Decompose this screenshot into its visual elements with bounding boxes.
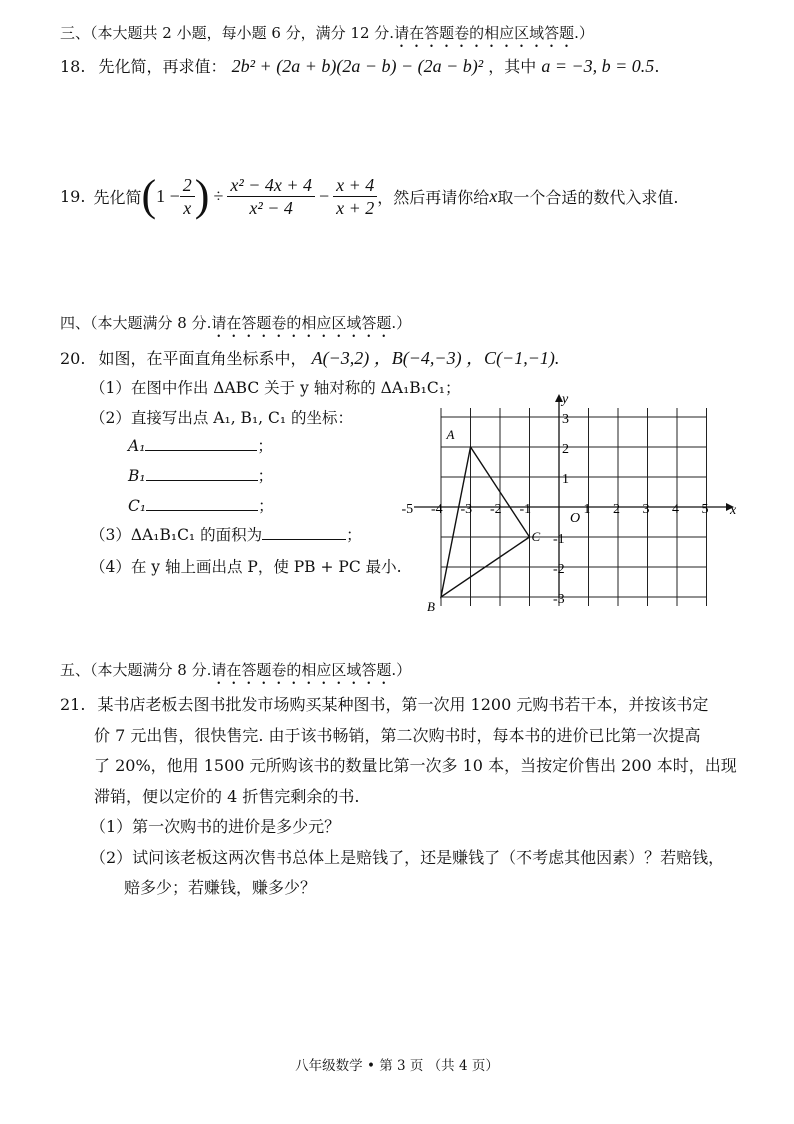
question-18: 18. 先化简，再求值： 2b² + (2a + b)(2a − b) − (2a − b)² ，其中 a = −3, b = 0.5. bbox=[60, 56, 660, 76]
x-tick-label: -4 bbox=[431, 502, 443, 517]
x-tick-label: -2 bbox=[490, 502, 502, 517]
q19-number: 19. bbox=[60, 186, 86, 206]
section4-header: 四、（本大题满分 8 分.请在答题卷的相应区域答题.） bbox=[60, 314, 412, 332]
q20-part1: （1）在图中作出 ΔABC 关于 y 轴对称的 ΔA₁B₁C₁； bbox=[90, 379, 461, 397]
y-tick-label: 2 bbox=[562, 442, 569, 457]
point-a-label: A bbox=[446, 427, 455, 442]
question-19: 19. 先化简 ( 1 − $\frac{2}{x}$ ) ÷ $\frac{\text{x² − 4x + 4}}{\text{x² − 4}}$ − $\frac{x + 4}{x + 2}$ ，然后再请你给 x 取一个合适的数代入求值. bbox=[60, 171, 679, 220]
q20-answer-c1: C₁ ； bbox=[128, 497, 274, 515]
q18-number: 18. bbox=[60, 57, 86, 76]
y-tick-label: -3 bbox=[553, 592, 565, 607]
q20-answer-b1: B₁ ； bbox=[128, 467, 274, 485]
triangle-abc bbox=[441, 447, 530, 597]
x-tick-label: 1 bbox=[583, 502, 591, 517]
q21-part1: （1）第一次购书的进价是多少元？ bbox=[90, 817, 341, 836]
q18-expression: 2b² + (2a + b)(2a − b) − (2a − b)² bbox=[231, 56, 484, 76]
x-tick-label: 2 bbox=[613, 502, 620, 517]
q21-part2-cont: 赔多少；若赚钱，赚多少？ bbox=[124, 878, 317, 897]
q21-number: 21. bbox=[60, 695, 86, 714]
point-b-label: B bbox=[427, 599, 435, 614]
q20-part4: （4）在 y 轴上画出点 P，使 PB + PC 最小. bbox=[90, 558, 402, 576]
question-21: 21. 某书店老板去图书批发市场购买某种图书，第一次用 1200 元购书若干本，并按该书定 价 7 元出售，很快售完. 由于该书畅销，第二次购书时，每本书的进价已比第一次提高 了 20%，他用 1500 元所购该书的数量比第一次多 10 本，当按定价售出 200 本时，出现 滞销，便以定价的 4 折售完剩余的书. （1）第一次购书的进价是多少元？ （2）试问该老板这两次售书总体上是赔钱了，还是赚钱了（不考虑其他因素）？若赔钱， 赔多少；若赚钱，赚多少？ bbox=[60, 690, 760, 904]
x-axis-label: x bbox=[730, 503, 737, 518]
question-20: 20. 如图，在平面直角坐标系中， A(−3,2) ，B(−4,−3) ，C(−1,−1). bbox=[60, 348, 560, 368]
section5-header: 五、（本大题满分 8 分.请在答题卷的相应区域答题.） bbox=[60, 661, 412, 679]
y-tick-label: -1 bbox=[553, 532, 565, 547]
x-tick-label: 4 bbox=[672, 502, 679, 517]
y-axis-label: y bbox=[562, 392, 569, 407]
x-tick-label: 5 bbox=[701, 502, 709, 517]
q20-answer-a1: A₁ ； bbox=[128, 437, 273, 455]
q20-part2: （2）直接写出点 A₁, B₁, C₁ 的坐标： bbox=[90, 409, 354, 427]
x-tick-label: -1 bbox=[519, 502, 532, 517]
point-c-label: C bbox=[531, 529, 541, 544]
page-footer: 八年级数学 • 第 3 页 （共 4 页） bbox=[295, 1058, 499, 1074]
y-tick-label: 3 bbox=[562, 412, 569, 427]
x-tick-label: -3 bbox=[460, 502, 473, 517]
q21-part2: （2）试问该老板这两次售书总体上是赔钱了，还是赚钱了（不考虑其他因素）？若赔钱， bbox=[90, 847, 725, 867]
y-tick-label: 1 bbox=[562, 472, 569, 487]
q20-points: A(−3,2) ，B(−4,−3) ，C(−1,−1). bbox=[311, 348, 560, 368]
q19-fraction-1: $\frac{2}{x}$ bbox=[180, 174, 195, 219]
y-tick-label: -2 bbox=[553, 562, 565, 577]
coordinate-graph bbox=[401, 390, 750, 614]
x-tick-label: 3 bbox=[642, 502, 650, 517]
q18-condition: a = −3, b = 0.5 bbox=[541, 56, 655, 76]
q20-number: 20. bbox=[60, 349, 86, 368]
q19-fraction-2: $\frac{\text{x² − 4x + 4}}{\text{x² − 4}}$ bbox=[227, 174, 315, 219]
origin-label: O bbox=[570, 511, 581, 526]
q20-part3: （3）ΔA₁B₁C₁ 的面积为 ； bbox=[90, 526, 362, 544]
q19-fraction-3: $\frac{x + 4}{x + 2}$ bbox=[333, 174, 377, 219]
x-tick-label: -5 bbox=[401, 502, 414, 517]
section3-header: 三、（本大题共 2 小题，每小题 6 分，满分 12 分.请在答题卷的相应区域答题.） bbox=[60, 24, 594, 42]
